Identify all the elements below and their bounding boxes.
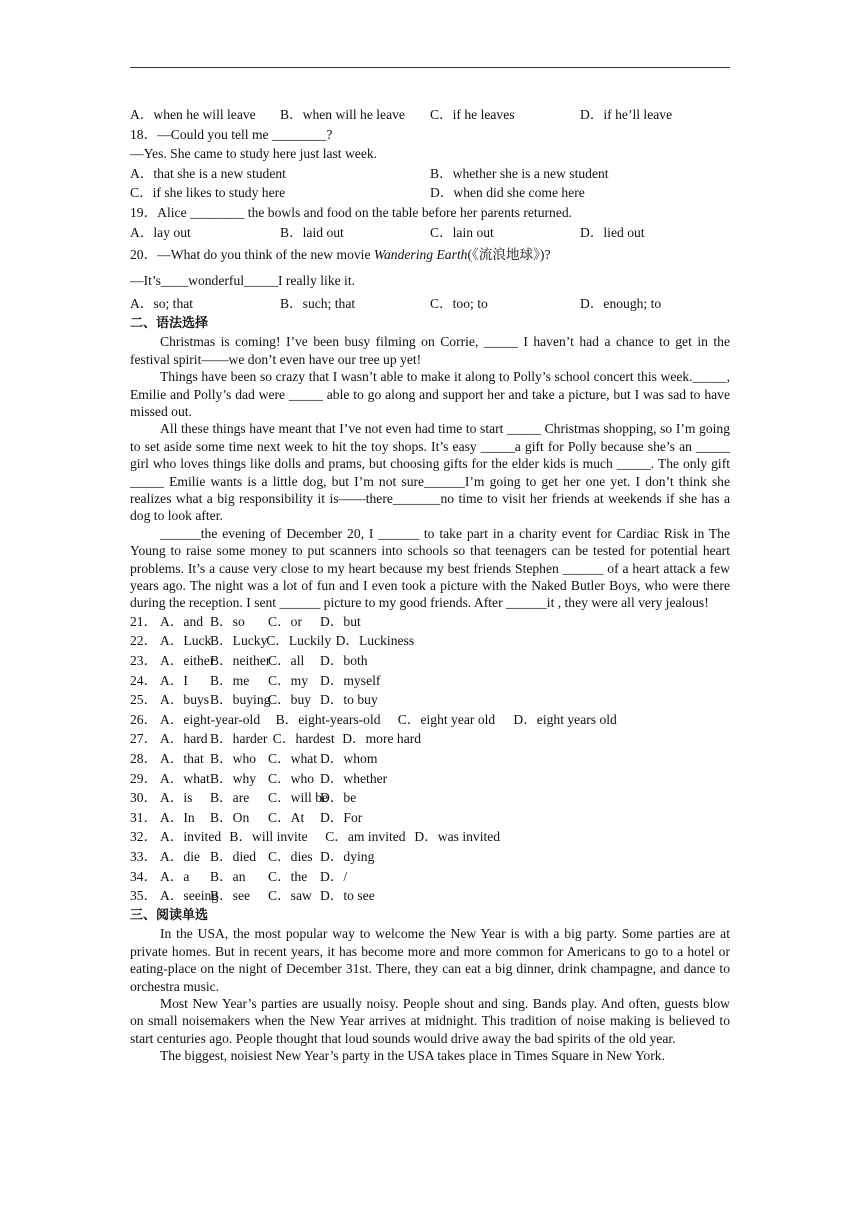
passage-1-paragraph: Things have been so crazy that I wasn’t able to make it along to Polly’s school concert this week._____, Emilie and Polly’s dad were _____ able to go along and support her and take a picture, but I was sad to have missed out.	[130, 369, 730, 419]
option: B．Lucky	[210, 633, 268, 649]
option: A．hard	[160, 731, 208, 747]
option: D．dying	[320, 848, 375, 864]
question-number: 27．	[130, 731, 158, 747]
option: B．an	[210, 868, 246, 884]
option: C．my	[268, 672, 309, 688]
question-number: 34．	[130, 868, 158, 884]
option: B．harder	[210, 731, 268, 747]
option: D．For	[320, 809, 363, 825]
option: A．is	[160, 790, 193, 806]
option: A．Luck	[160, 633, 212, 649]
choice-row	[130, 710, 730, 730]
option: B．On	[210, 809, 250, 825]
question-number: 29．	[130, 770, 158, 786]
option: C．if he leaves	[430, 107, 515, 122]
option: D．enough; to	[580, 296, 662, 312]
header-rule	[130, 67, 730, 68]
option: B．so	[210, 613, 245, 629]
question-number: 26．	[130, 711, 158, 727]
option: C．hardest	[272, 731, 335, 747]
option: D．more hard	[342, 731, 422, 747]
option: B．me	[210, 672, 250, 688]
option: B．are	[210, 790, 250, 806]
choice-row	[130, 690, 730, 710]
q20-stem-text: 20．—What do you think of the new movie	[130, 247, 374, 263]
option: C．what	[268, 751, 318, 766]
option: A．die	[160, 848, 201, 864]
option: A．that she is a new student	[130, 165, 286, 181]
choice-row	[130, 827, 730, 847]
question-number: 30．	[130, 790, 158, 806]
option: D．be	[320, 790, 357, 806]
option: D．but	[320, 613, 361, 629]
movie-title: Wandering Earth	[373, 247, 468, 263]
q20-answer: —It’s____wonderful_____I really like it.	[130, 273, 356, 289]
option: C．if she likes to study here	[130, 185, 286, 201]
question-number: 24．	[130, 672, 158, 688]
q18-options-row1	[130, 164, 730, 184]
option: A．so; that	[130, 296, 194, 312]
choice-row	[130, 631, 730, 651]
option: C．who	[268, 770, 315, 786]
choice-row	[130, 749, 730, 769]
option: C．dies	[268, 848, 313, 864]
option: A．seeing	[160, 888, 219, 904]
option: C．buy	[268, 692, 312, 708]
question-number: 28．	[130, 751, 158, 766]
option: A．a	[160, 868, 190, 884]
choice-row	[130, 651, 730, 671]
option: A．In	[160, 809, 195, 825]
option: C．will be	[268, 790, 329, 806]
choice-row	[130, 808, 730, 828]
option: D．lied out	[580, 224, 645, 240]
option: B．died	[210, 848, 257, 864]
option: A．I	[160, 672, 188, 688]
option: C．too; to	[430, 296, 488, 312]
option: A．what	[160, 770, 210, 786]
option: B．whether she is a new student	[430, 165, 609, 181]
choice-row	[130, 769, 730, 789]
option: C．Luckily	[266, 633, 332, 649]
q20-stem-tail: (《流浪地球》)?	[467, 247, 551, 263]
section-3-title: 三、阅读单选	[130, 907, 209, 923]
choice-row	[130, 847, 730, 867]
option: A．and	[160, 613, 204, 629]
option: B．when will he leave	[280, 107, 405, 122]
option: D．/	[320, 868, 348, 884]
option: C．eight year old	[397, 711, 496, 727]
option: D．to buy	[320, 692, 378, 708]
option: A．buys	[160, 692, 210, 708]
option: C．am invited	[325, 829, 406, 845]
choice-row	[130, 788, 730, 808]
choice-row	[130, 671, 730, 691]
option: C．saw	[268, 888, 312, 904]
option: C．lain out	[430, 224, 494, 240]
option: B．such; that	[280, 296, 356, 312]
option: D．whom	[320, 751, 378, 766]
choice-row	[130, 886, 730, 906]
q19-stem: 19．Alice ________ the bowls and food on the table before her parents returned.	[130, 204, 573, 220]
q20-options	[130, 294, 730, 314]
option: D．when did she come here	[430, 185, 585, 201]
option: D．eight years old	[513, 711, 617, 727]
cloze-choices	[130, 612, 730, 906]
q19-options	[130, 223, 730, 243]
option: D．was invited	[414, 829, 501, 845]
option: A．invited	[160, 829, 222, 845]
question-number: 22．	[130, 633, 158, 649]
passage-2-paragraph: The biggest, noisiest New Year’s party in the USA takes place in Times Square in New York.	[160, 1048, 665, 1064]
q18-options-row2	[130, 183, 730, 203]
q17-options	[130, 105, 730, 125]
passage-1-paragraph: ______the evening of December 20, I ______ to take part in a charity event for Cardiac Risk in The Young to raise some money to put scanners into schools so that teenagers can be tested for potential heart problems. It’s a cause very close to my heart because my best friends Stephen ______ of a heart attack a few years ago. The night was a lot of fun and I even took a picture with the Naked Butler Boys, who were there during the reception. I sent ______ picture to my good friends. After ______it , they were all very jealous!	[130, 525, 730, 611]
option: A．that	[160, 751, 204, 766]
option: B．laid out	[280, 224, 344, 240]
option: B．will invite	[229, 829, 308, 845]
q18-stem: 18．—Could you tell me ________?	[130, 126, 333, 142]
q18-answer: —Yes. She came to study here just last week.	[130, 146, 378, 162]
passage-1-paragraph: All these things have meant that I’ve not even had time to start _____ Christmas shopping, so I’m going to set aside some time next week to hit the toy shops. It’s easy _____a gift for Polly because she’s an _____ girl who loves things like dolls and prams, but choosing gifts for the elder kids is much _____. The only gift _____ Emilie wants is a little dog, but I’m not sure______I’m going to get her one yet. I don’t think she realizes what a big responsibility it is——there_______no time to visit her friends at weekends if she has a dog to look after.	[130, 421, 730, 524]
option: B．buying	[210, 692, 271, 708]
option: D．Luckiness	[335, 633, 415, 649]
option: D．myself	[320, 672, 381, 688]
question-number: 32．	[130, 829, 158, 845]
option: D．whether	[320, 770, 388, 786]
option: A．eight-year-old	[160, 711, 261, 727]
passage-2-paragraph: In the USA, the most popular way to welcome the New Year is with a big party. Some parties are at private homes. But in recent years, it has become more and more common for Americans to go to a hotel or eating-place on the night of December 31st. There, they can eat a big dinner, drink champagne, and dance to orchestra music.	[130, 926, 730, 994]
passage-2-paragraph: Most New Year’s parties are usually noisy. People shout and sing. Bands play. And often, guests blow on small noisemakers when the New Year arrives at midnight. This tradition of noise making is believed to start centuries ago. People thought that loud sounds would drive away the bad spirits of the old year.	[130, 995, 730, 1046]
question-number: 25．	[130, 692, 158, 708]
option: B．neither	[210, 653, 271, 669]
option: B．eight-years-old	[275, 711, 381, 727]
option: B．why	[210, 770, 257, 786]
choice-row	[130, 867, 730, 887]
option: C．the	[268, 868, 308, 884]
option: C．At	[268, 809, 305, 825]
choice-row	[130, 729, 730, 749]
option: C．or	[268, 613, 302, 629]
question-number: 21．	[130, 613, 158, 629]
q20-stem	[130, 242, 730, 268]
option: D．to see	[320, 888, 375, 904]
question-number: 23．	[130, 653, 158, 669]
choice-row	[130, 612, 730, 632]
option: D．if he’ll leave	[580, 107, 673, 122]
option: A．when he will leave	[130, 107, 256, 122]
document-body	[130, 105, 730, 1065]
option: C．all	[268, 653, 305, 669]
passage-1-paragraph: Christmas is coming! I’ve been busy filming on Corrie, _____ I haven’t had a chance to get in the festival spirit——we don’t even have our tree up yet!	[130, 334, 730, 367]
option: B．who	[210, 751, 257, 766]
question-number: 35．	[130, 888, 158, 904]
question-number: 31．	[130, 809, 158, 825]
question-number: 33．	[130, 848, 158, 864]
option: D．both	[320, 653, 368, 669]
section-2-title: 二、语法选择	[130, 315, 209, 331]
option: B．see	[210, 888, 251, 904]
option: A．either	[160, 653, 215, 669]
option: A．lay out	[130, 224, 191, 240]
